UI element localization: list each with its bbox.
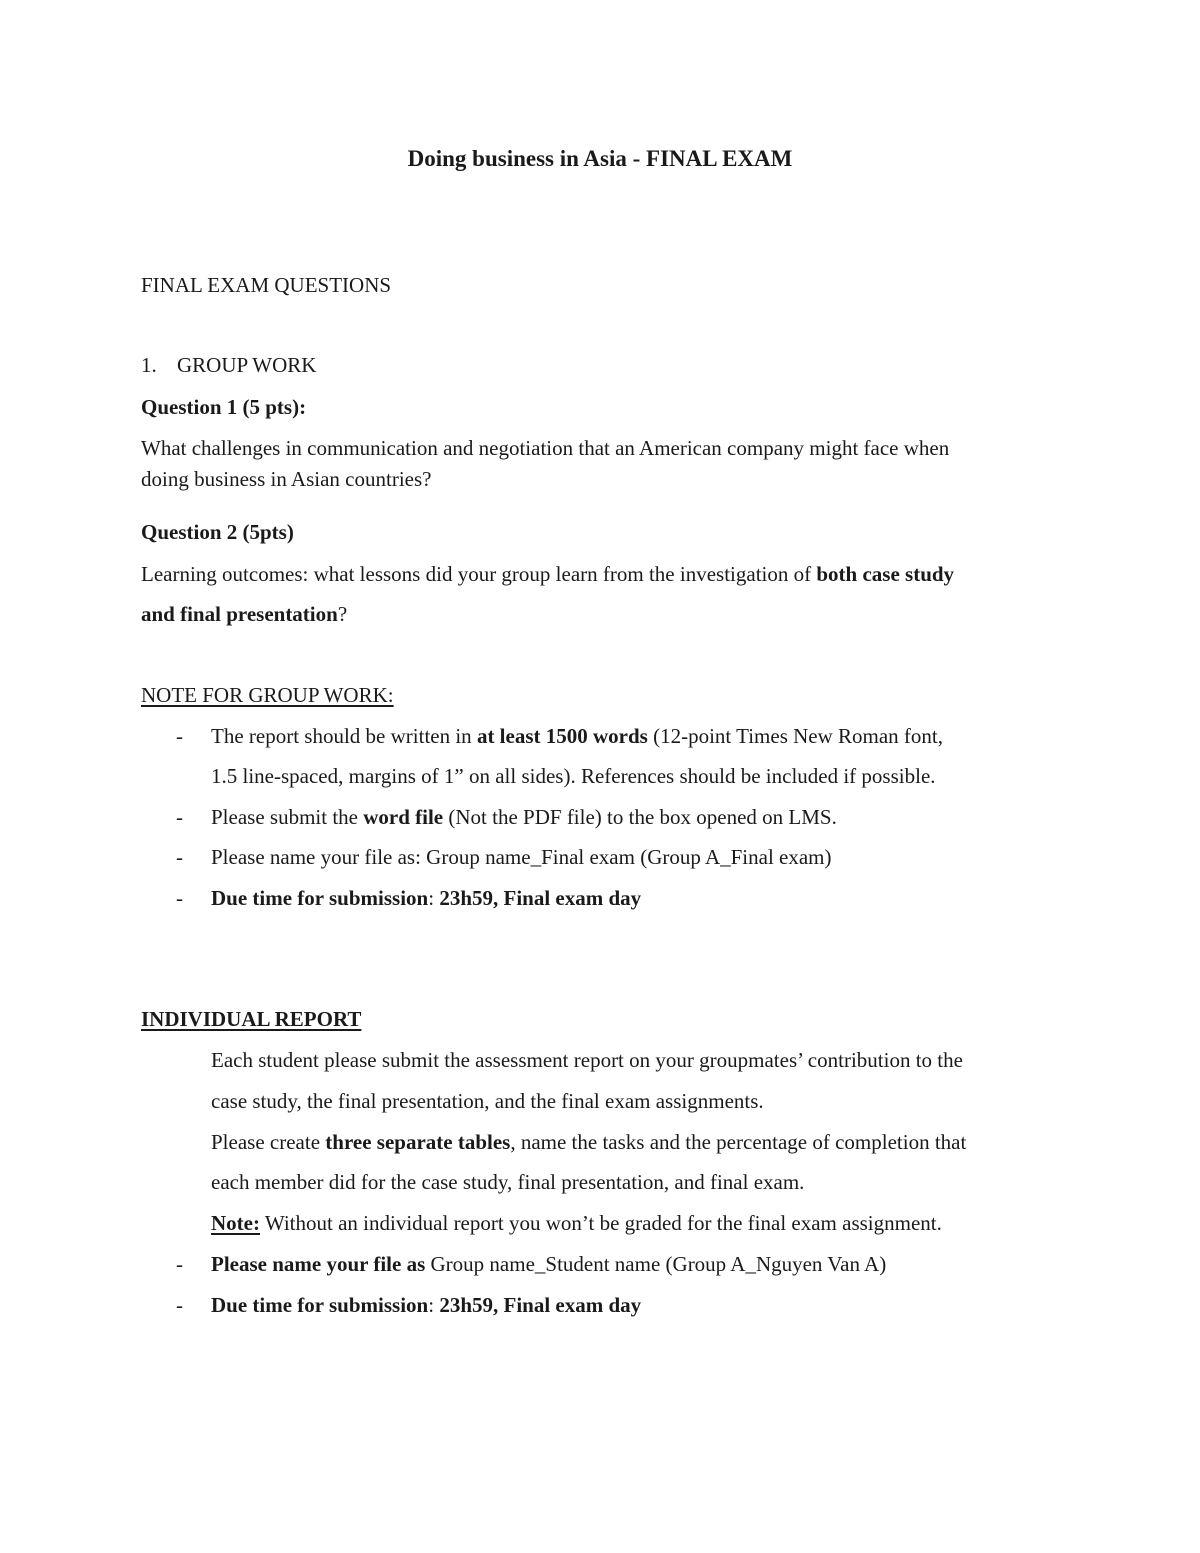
individual-p2-line2: each member did for the case study, final presentation, and final exam. [211, 1170, 805, 1194]
individual-note: Note: Without an individual report you won’t be graded for the final exam assignment. [211, 1211, 942, 1235]
question-2-text-line1: Learning outcomes: what lessons did your group learn from the investigation of both case study [141, 562, 955, 586]
question-1-label: Question 1 (5 pts): [141, 395, 307, 419]
bullet-dash: - [176, 845, 183, 869]
individual-p2-line1: Please create three separate tables, name the tasks and the percentage of completion that [211, 1130, 967, 1154]
note-item-3: Please name your file as: Group name_Final exam (Group A_Final exam) [211, 845, 832, 869]
individual-p1-line1: Each student please submit the assessment report on your groupmates’ contribution to the [211, 1048, 963, 1072]
group-work-heading: GROUP WORK [177, 353, 317, 377]
question-2-label: Question 2 (5pts) [141, 520, 294, 544]
question-1-text-line1: What challenges in communication and negotiation that an American company might face when [141, 436, 950, 460]
group-work-number: 1. [141, 353, 157, 377]
question-2-text-line2: and final presentation? [141, 602, 348, 626]
note-label: Note: [211, 1211, 260, 1235]
bullet-dash: - [176, 886, 183, 910]
individual-item-2: Due time for submission: 23h59, Final exam day [211, 1293, 642, 1317]
bullet-dash: - [176, 805, 183, 829]
note-item-2: Please submit the word file (Not the PDF file) to the box opened on LMS. [211, 805, 837, 829]
bullet-dash: - [176, 724, 183, 748]
section-heading: FINAL EXAM QUESTIONS [141, 273, 392, 297]
bullet-dash: - [176, 1293, 183, 1317]
individual-item-1: Please name your file as Group name_Student name (Group A_Nguyen Van A) [211, 1252, 887, 1276]
question-1-text-line2: doing business in Asian countries? [141, 467, 432, 491]
individual-report-heading: INDIVIDUAL REPORT [141, 1007, 362, 1031]
note-heading: NOTE FOR GROUP WORK: [141, 683, 394, 707]
individual-p1-line2: case study, the final presentation, and the final exam assignments. [211, 1089, 764, 1113]
page-title: Doing business in Asia - FINAL EXAM [407, 146, 793, 171]
note-item-1-line2: 1.5 line-spaced, margins of 1” on all sides). References should be included if possible. [211, 764, 936, 788]
note-item-4: Due time for submission: 23h59, Final exam day [211, 886, 642, 910]
bullet-dash: - [176, 1252, 183, 1276]
note-item-1-line1: The report should be written in at least 1500 words (12-point Times New Roman font, [211, 724, 944, 748]
